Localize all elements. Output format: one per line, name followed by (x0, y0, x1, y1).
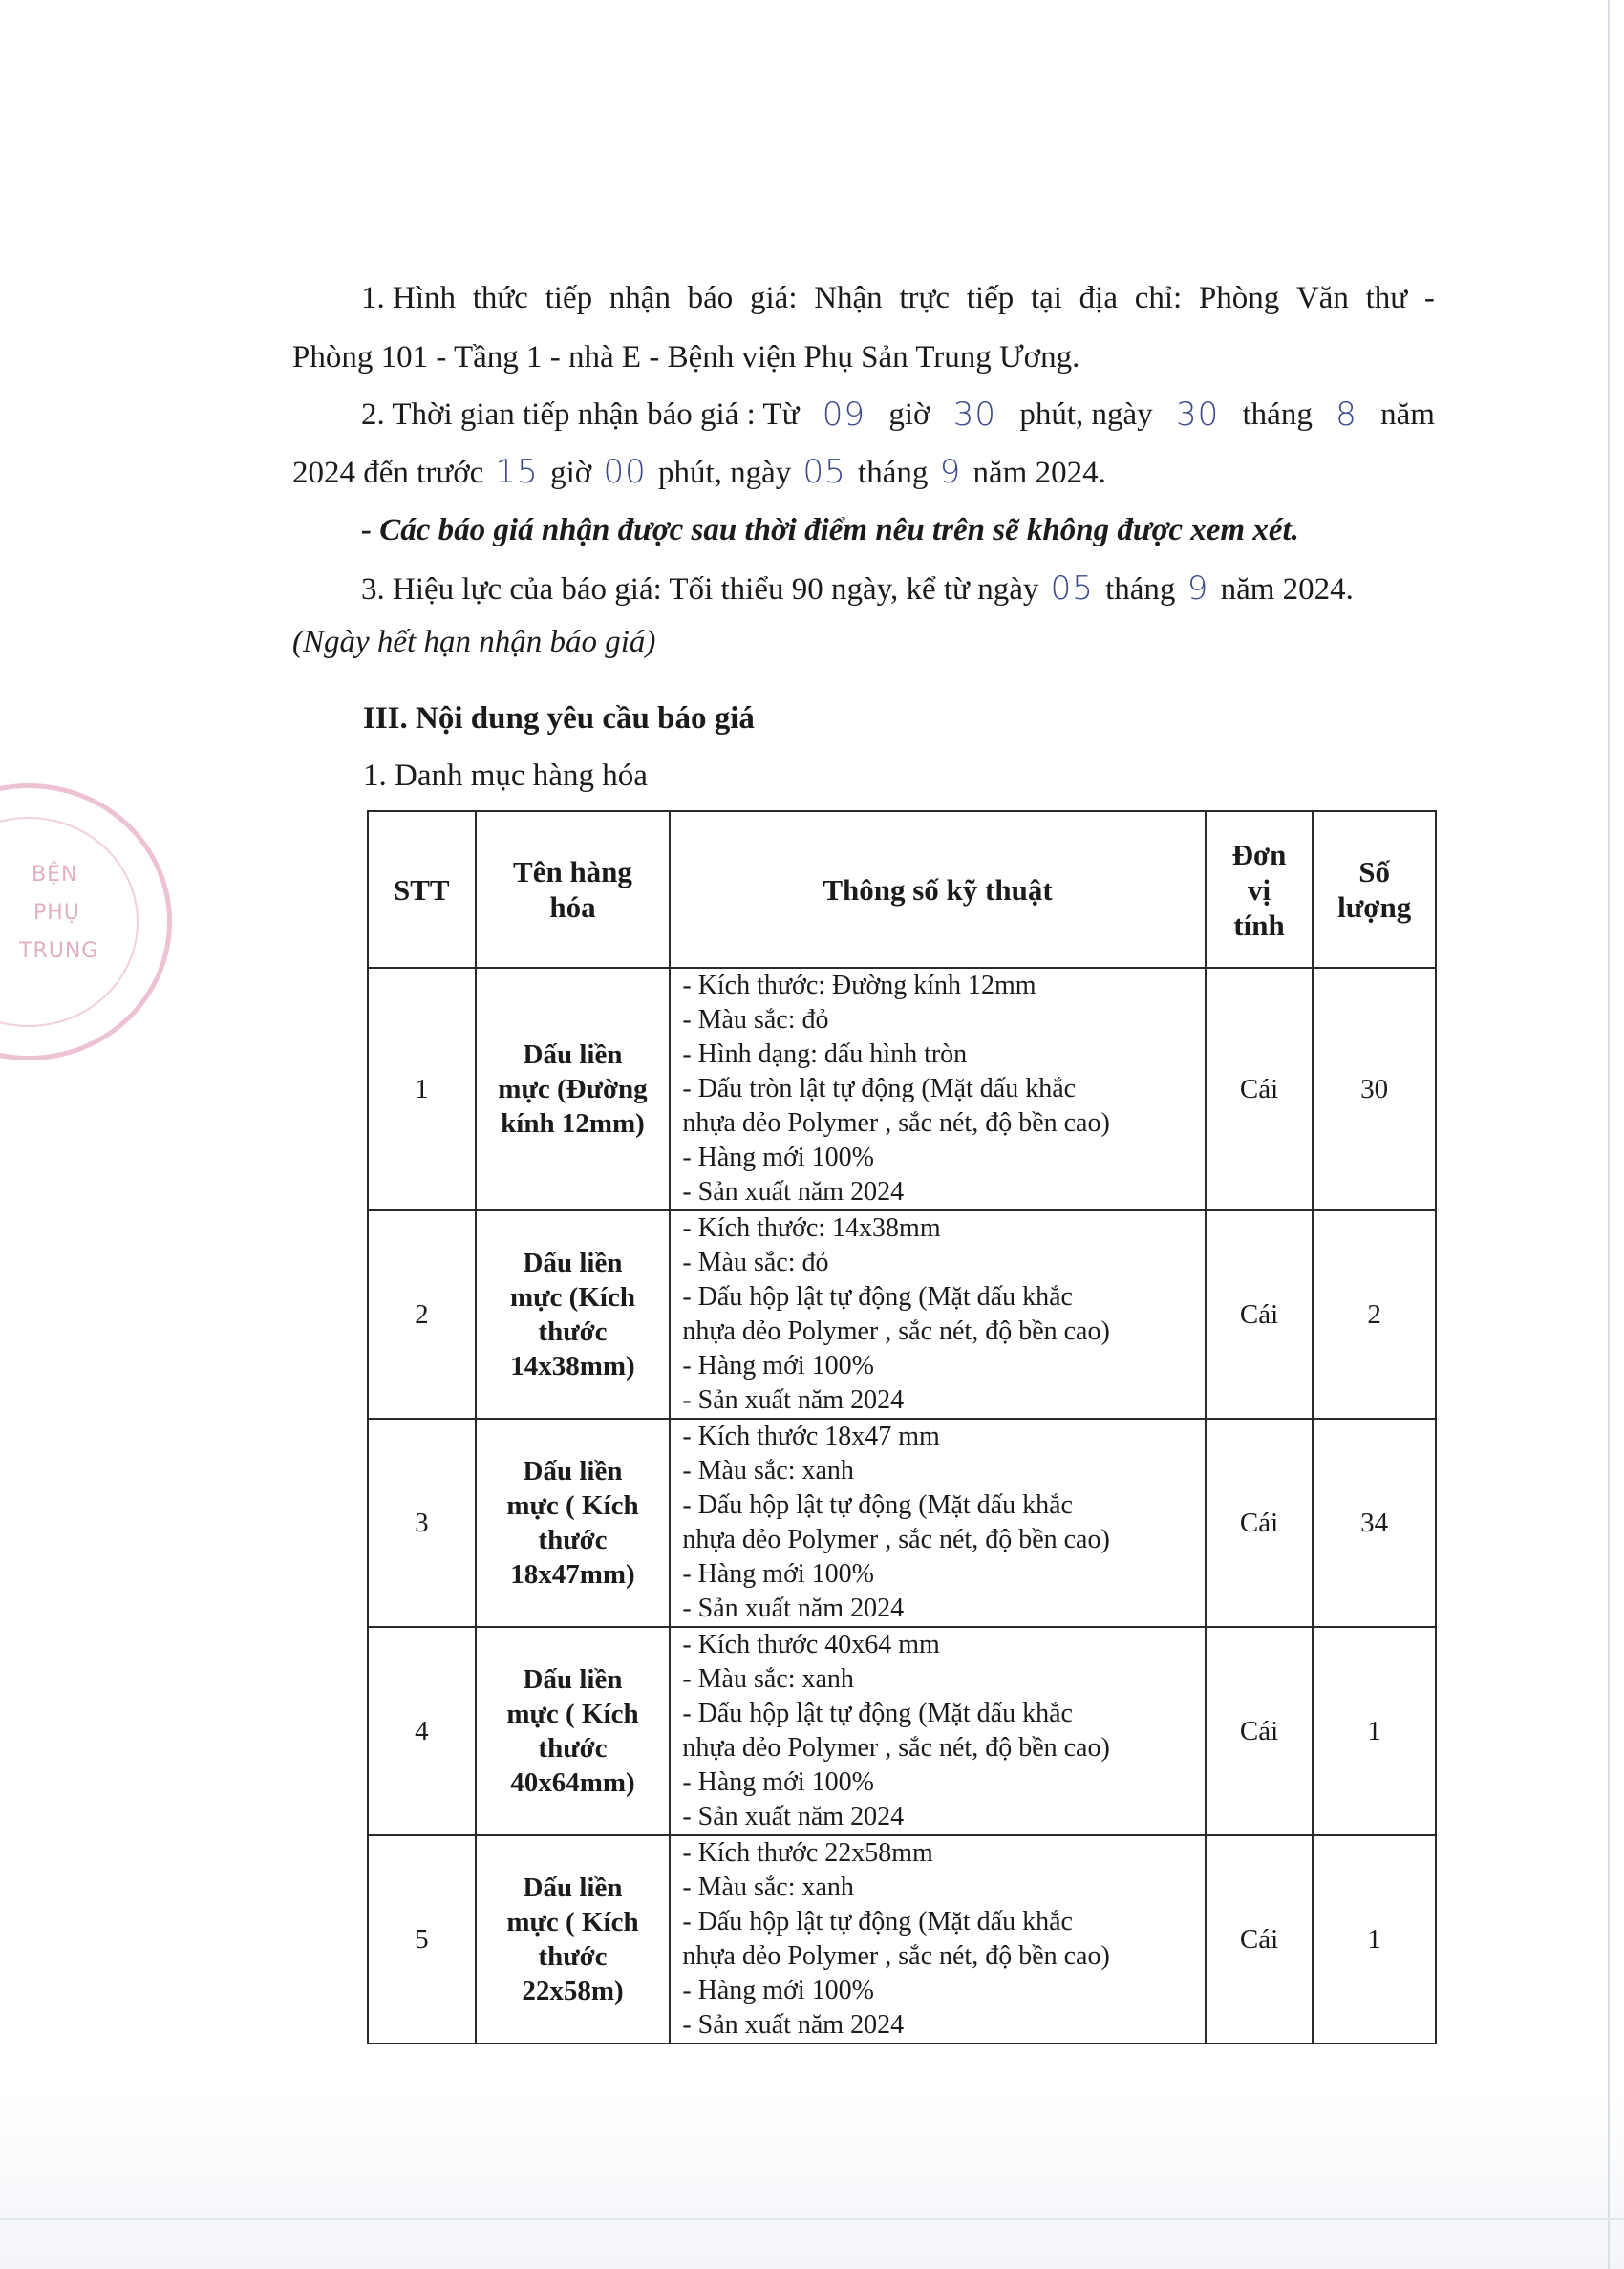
table-row (368, 1835, 1436, 2044)
stamp-text-1: BỆN (32, 863, 78, 887)
cell-stt: 1 (368, 968, 476, 1210)
spec-line: - Hàng mới 100% (682, 1976, 874, 2005)
section-subheading: 1. Danh mục hàng hóa (363, 759, 648, 793)
cell-unit: Cái (1206, 1627, 1314, 1835)
header-name (476, 811, 671, 968)
handwritten-end-month: 9 (939, 453, 962, 491)
name-line: kính 12mm) (501, 1108, 645, 1139)
cell-qty: 1 (1313, 1835, 1436, 2044)
cell-qty: 1 (1313, 1627, 1436, 1835)
name-line: mực (Kích (510, 1282, 635, 1313)
name-line: Dấu liền (523, 1456, 623, 1487)
word: giá: (750, 281, 798, 315)
quote-method-line1 (361, 279, 1435, 317)
spec-line: - Hàng mới 100% (682, 1351, 874, 1381)
section-heading: III. Nội dung yêu cầu báo giá (363, 701, 755, 736)
cell-name (476, 1627, 671, 1835)
header-unit (1206, 811, 1314, 968)
spec-line: - Màu sắc: xanh (682, 1664, 854, 1694)
word: địa (1079, 281, 1118, 315)
spec-line: - Màu sắc: đỏ (682, 1005, 829, 1035)
month-end-label: tháng (858, 456, 929, 490)
validity-month-label: tháng (1105, 572, 1176, 607)
validity-prefix: 3. Hiệu lực của báo giá: Tối thiểu 90 ngày, kể từ ngày (361, 572, 1039, 607)
header-qty-l2: lượng (1337, 890, 1412, 924)
name-line: 14x38mm) (510, 1351, 635, 1381)
header-unit-l1: Đơn (1231, 837, 1287, 871)
quote-time-line2 (292, 453, 1106, 492)
handwritten-start-minute: 30 (952, 396, 997, 434)
cell-qty: 34 (1313, 1419, 1436, 1627)
spec-line: - Hàng mới 100% (682, 1143, 874, 1172)
word: Nhận (814, 281, 883, 315)
cell-stt: 2 (368, 1210, 476, 1419)
cell-unit: Cái (1206, 968, 1314, 1210)
cell-name (476, 1419, 671, 1627)
spec-line: - Màu sắc: đỏ (682, 1248, 829, 1277)
word: nhận (609, 281, 671, 315)
name-line: Dấu liền (523, 1248, 623, 1278)
cell-qty: 30 (1313, 968, 1436, 1210)
header-name-l1: Tên hàng (513, 855, 632, 888)
minute-end-label: phút, ngày (657, 456, 792, 490)
word: tại (1030, 281, 1062, 315)
spec-line: - Sản xuất năm 2024 (682, 1385, 905, 1415)
handwritten-start-hour: 09 (822, 396, 866, 434)
cell-stt: 4 (368, 1627, 476, 1835)
word: tiếp (966, 281, 1015, 315)
cell-unit: Cái (1206, 1210, 1314, 1419)
spec-line: - Sản xuất năm 2024 (682, 1802, 905, 1831)
spec-line: nhựa dẻo Polymer , sắc nét, độ bền cao) (682, 1941, 1110, 1971)
spec-line: - Kích thước 40x64 mm (682, 1630, 940, 1659)
cell-spec (670, 1835, 1205, 2044)
name-line: Dấu liền (523, 1873, 623, 1903)
spec-line: - Hàng mới 100% (682, 1559, 874, 1589)
validity-note: (Ngày hết hạn nhận báo giá) (292, 625, 656, 659)
word: thức (472, 281, 528, 315)
goods-table (367, 810, 1437, 2044)
cell-stt: 5 (368, 1835, 476, 2044)
scan-edge-bottom (0, 2218, 1624, 2220)
scan-edge-right (1608, 0, 1610, 2269)
word: Văn (1295, 281, 1349, 315)
spec-line: - Dấu hộp lật tự động (Mặt dấu khắc (682, 1907, 1073, 1937)
spec-line: nhựa dẻo Polymer , sắc nét, độ bền cao) (682, 1108, 1110, 1138)
word: tiếp (545, 281, 593, 315)
cell-qty: 2 (1313, 1210, 1436, 1419)
validity-suffix: năm 2024. (1220, 572, 1354, 607)
handwritten-validity-day: 05 (1050, 569, 1094, 608)
word: Phòng (1198, 281, 1280, 315)
spec-line: - Sản xuất năm 2024 (682, 1177, 905, 1207)
header-name-l2: hóa (549, 890, 596, 924)
spec-line: - Dấu hộp lật tự động (Mặt dấu khắc (682, 1699, 1073, 1728)
hour-label: giờ (888, 397, 930, 432)
name-line: mực (Đường (498, 1074, 648, 1104)
spec-line: - Dấu hộp lật tự động (Mặt dấu khắc (682, 1490, 1073, 1520)
word: 1. Hình (361, 281, 456, 315)
quote-time-prefix: 2. Thời gian tiếp nhận báo giá : Từ (361, 397, 800, 432)
spec-line: - Hàng mới 100% (682, 1767, 874, 1797)
spec-line: nhựa dẻo Polymer , sắc nét, độ bền cao) (682, 1525, 1110, 1554)
table-row (368, 1210, 1436, 1419)
name-line: Dấu liền (523, 1664, 623, 1695)
cell-spec (670, 1627, 1205, 1835)
spec-line: nhựa dẻo Polymer , sắc nét, độ bền cao) (682, 1316, 1110, 1346)
cell-spec (670, 1419, 1205, 1627)
late-submission-note: - Các báo giá nhận được sau thời điểm nêu trên sẽ không được xem xét. (361, 513, 1299, 547)
cell-stt: 3 (368, 1419, 476, 1627)
spec-line: nhựa dẻo Polymer , sắc nét, độ bền cao) (682, 1733, 1110, 1763)
name-line: 22x58m) (522, 1976, 624, 2006)
header-stt: STT (368, 811, 476, 968)
name-line: 18x47mm) (510, 1559, 635, 1590)
cell-name (476, 1210, 671, 1419)
word: - (1423, 281, 1435, 315)
deadline-prefix: 2024 đến trước (292, 456, 484, 490)
validity-line (361, 569, 1354, 609)
table-row (368, 1419, 1436, 1627)
hour-end-label: giờ (550, 456, 592, 490)
quote-time-line1 (361, 396, 1435, 434)
year-end-label: năm 2024. (972, 456, 1106, 490)
header-unit-l3: tính (1233, 908, 1285, 942)
handwritten-end-day: 05 (802, 453, 846, 491)
header-qty-l1: Số (1358, 855, 1391, 888)
spec-line: - Kích thước: 14x38mm (682, 1213, 941, 1243)
header-qty (1313, 811, 1436, 968)
spec-line: - Kích thước 18x47 mm (682, 1422, 940, 1451)
spec-line: - Sản xuất năm 2024 (682, 2010, 905, 2040)
handwritten-end-hour: 15 (495, 453, 539, 491)
spec-line: - Sản xuất năm 2024 (682, 1594, 905, 1623)
name-line: mực ( Kích (506, 1490, 639, 1521)
handwritten-start-month: 8 (1336, 396, 1357, 434)
header-unit-l2: vị (1247, 872, 1271, 907)
table-row (368, 1627, 1436, 1835)
name-line: 40x64mm) (510, 1767, 635, 1798)
spec-line: - Dấu tròn lật tự động (Mặt dấu khắc (682, 1074, 1077, 1103)
word: chỉ: (1134, 281, 1183, 315)
name-line: thước (538, 1733, 608, 1764)
cell-unit: Cái (1206, 1835, 1314, 2044)
handwritten-start-day: 30 (1175, 396, 1220, 434)
spec-line: - Kích thước: Đường kính 12mm (682, 971, 1036, 1000)
table-row (368, 968, 1436, 1210)
name-line: thước (538, 1316, 608, 1347)
spec-line: - Kích thước 22x58mm (682, 1838, 933, 1868)
name-line: mực ( Kích (506, 1907, 639, 1937)
red-stamp-fragment (0, 783, 172, 1060)
month-label: tháng (1242, 397, 1313, 432)
cell-name (476, 1835, 671, 2044)
name-line: Dấu liền (523, 1039, 623, 1070)
cell-unit: Cái (1206, 1419, 1314, 1627)
spec-line: - Màu sắc: xanh (682, 1456, 854, 1486)
word: báo (687, 281, 734, 315)
minute-label: phút, ngày (1019, 397, 1153, 432)
name-line: mực ( Kích (506, 1699, 639, 1729)
word: thư (1365, 281, 1408, 315)
spec-line: - Hình dạng: dấu hình tròn (682, 1039, 968, 1069)
word: trực (899, 281, 951, 315)
stamp-text-2: PHỤ (33, 901, 80, 925)
year-label: năm (1380, 397, 1435, 432)
quote-method-line2: Phòng 101 - Tầng 1 - nhà E - Bệnh viện Phụ Sản Trung Ương. (292, 340, 1080, 375)
stamp-text-3: TRUNG (19, 939, 99, 963)
spec-line: - Màu sắc: xanh (682, 1873, 854, 1902)
cell-name (476, 968, 671, 1210)
spec-line: - Dấu hộp lật tự động (Mặt dấu khắc (682, 1282, 1073, 1312)
header-spec: Thông số kỹ thuật (670, 811, 1205, 968)
handwritten-validity-month: 9 (1186, 569, 1209, 608)
name-line: thước (538, 1941, 608, 1972)
handwritten-end-minute: 00 (603, 453, 647, 491)
scan-tint (0, 2092, 1624, 2269)
cell-spec (670, 968, 1205, 1210)
name-line: thước (538, 1525, 608, 1555)
cell-spec (670, 1210, 1205, 1419)
table-header-row (368, 811, 1436, 968)
